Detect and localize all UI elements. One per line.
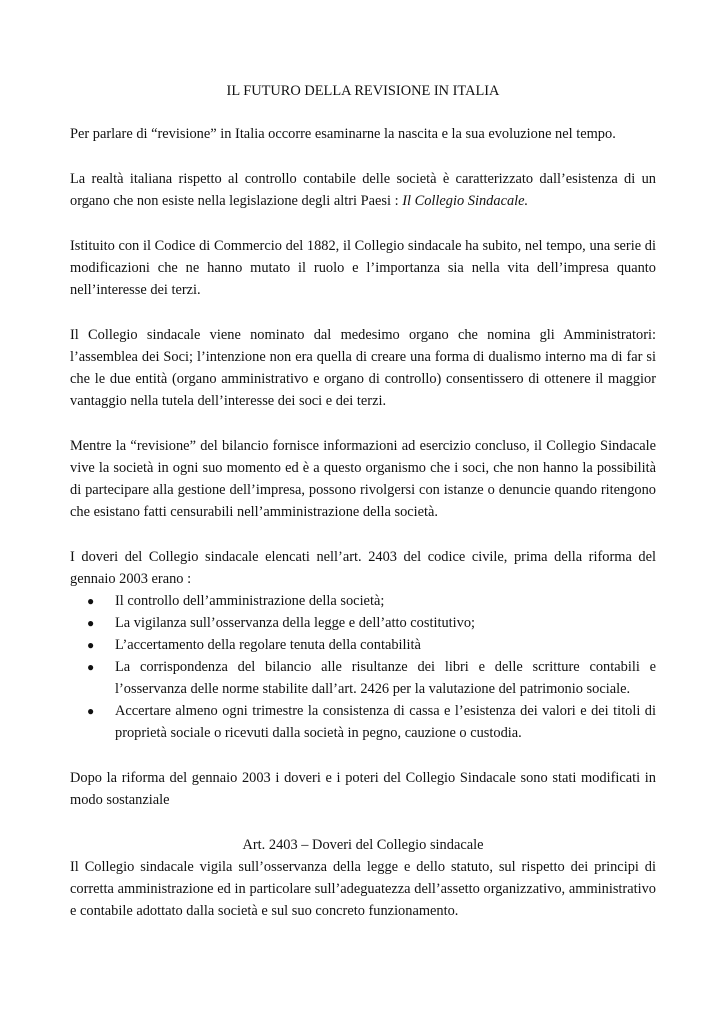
bullet-icon: ● (87, 594, 95, 608)
article-heading: Art. 2403 – Doveri del Collegio sindacale (242, 837, 484, 853)
bullet-icon: ● (87, 616, 95, 630)
bullet-icon: ● (87, 638, 95, 652)
paragraph-role: Mentre la “revisione” del bilancio fornisce informazioni ad esercizio concluso, il Collegio Sindacale vive la società in ogni suo momento ed è a questo organismo che i soci, che non hanno la possibilità di partecipare alla gestione dell’impresa, possono rivolgersi con istanze o denuncie quando ritengono che esistano fatti censurabili nell’amministrazione della società. (70, 438, 656, 520)
duties-list (70, 590, 656, 744)
bullet-icon: ● (87, 704, 95, 718)
italic-term: Il Collegio Sindacale. (402, 193, 529, 209)
bullet-icon: ● (87, 660, 95, 674)
list-item: ● Il controllo dell’amministrazione della società; (70, 590, 656, 612)
list-item: ● La corrispondenza del bilancio alle risultanze dei libri e delle scritture contabili e l’osservanza delle norme stabilite dall’art. 2426 per la valutazione del patrimonio sociale. (70, 656, 656, 700)
list-item: ● Accertare almeno ogni trimestre la consistenza di cassa e l’esistenza dei valori e dei titoli di proprietà sociale o ricevuti dalla società in pegno, cauzione o custodia. (70, 700, 656, 744)
document-page (70, 80, 656, 945)
paragraph-nomination: Il Collegio sindacale viene nominato dal medesimo organo che nomina gli Amministratori: l’assemblea dei Soci; l’intenzione non era quella di creare una forma di dualismo interno ma di far si che le due entità (organo amministrativo e organo di controllo) consentissero di ottenere il maggior vantaggio nella tutela dell’interesse dei soci e dei terzi. (70, 327, 656, 409)
list-item: ● L’accertamento della regolare tenuta della contabilità (70, 634, 656, 656)
paragraph-collegio-sindacale (70, 168, 656, 212)
paragraph-intro: Per parlare di “revisione” in Italia occorre esaminarne la nascita e la sua evoluzione nel tempo. (70, 126, 616, 142)
paragraph-duties-intro: I doveri del Collegio sindacale elencati nell’art. 2403 del codice civile, prima della riforma del gennaio 2003 erano : (70, 549, 656, 587)
document-title: IL FUTURO DELLA REVISIONE IN ITALIA (226, 83, 500, 99)
paragraph-article-text: Il Collegio sindacale vigila sull’osservanza della legge e dello statuto, sul rispetto dei principi di corretta amministrazione ed in particolare sull’adeguatezza dell’assetto organizzativo, amministrativo e contabile adottato dalla società e sul suo concreto funzionamento. (70, 859, 656, 919)
paragraph-history: Istituito con il Codice di Commercio del 1882, il Collegio sindacale ha subito, nel tempo, una serie di modificazioni che ne hanno mutato il ruolo e l’importanza sia nella vita dell’impresa quanto nell’interesse dei terzi. (70, 238, 656, 298)
list-item: ● La vigilanza sull’osservanza della legge e dell’atto costitutivo; (70, 612, 656, 634)
paragraph-reform: Dopo la riforma del gennaio 2003 i doveri e i poteri del Collegio Sindacale sono stati modificati in modo sostanziale (70, 770, 656, 808)
paragraph-text: La realtà italiana rispetto al controllo contabile delle società è caratterizzato dall’esistenza di un organo che non esiste nella legislazione degli altri Paesi : (70, 171, 656, 209)
